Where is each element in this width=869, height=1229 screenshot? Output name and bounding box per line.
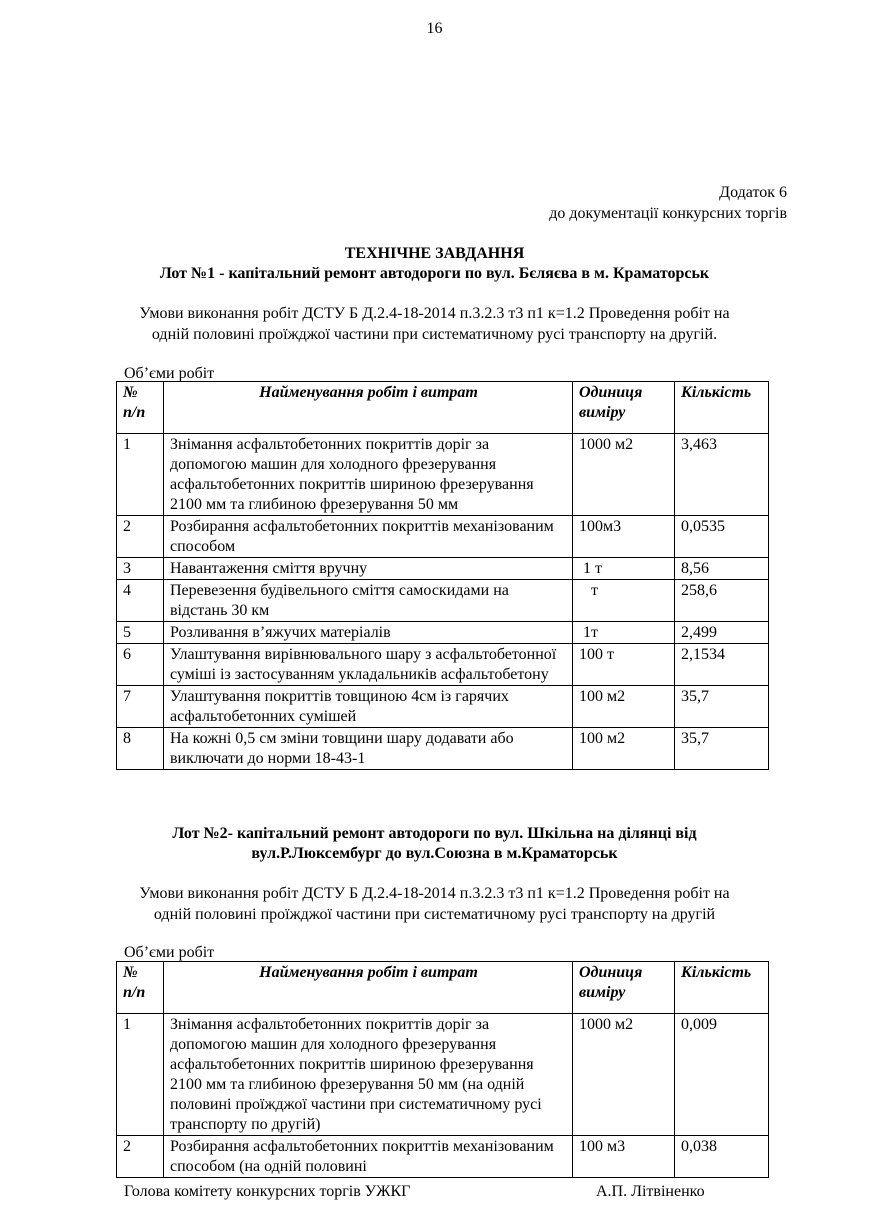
table-row	[117, 516, 769, 558]
row-unit: 100 м3	[573, 1136, 675, 1178]
row-name: Розбирання асфальтобетонних покриттів механізованим способом (на одній половині	[164, 1136, 573, 1178]
row-name: На кожні 0,5 см зміни товщини шару додавати або виключати до норми 18-43-1	[164, 728, 573, 770]
row-unit: 100м3	[573, 516, 675, 558]
table-header-row	[117, 382, 769, 434]
footer-signatory-name: А.П. Літвіненко	[596, 1183, 705, 1200]
row-num: 4	[117, 580, 164, 622]
document-title: ТЕХНІЧНЕ ЗАВДАННЯ	[344, 245, 525, 262]
page-number: 16	[426, 20, 443, 37]
row-qty: 0,009	[675, 1014, 769, 1136]
row-num: 2	[117, 1136, 164, 1178]
row-unit: 100 т	[573, 644, 675, 686]
row-num: 1	[117, 434, 164, 516]
header-qty: Кількість	[675, 382, 769, 434]
row-name: Улаштування покриттів товщиною 4см із гарячих асфальтобетонних сумішей	[164, 686, 573, 728]
table-row	[117, 686, 769, 728]
row-unit: 1 т	[573, 558, 675, 580]
row-name: Розбирання асфальтобетонних покриттів механізованим способом	[164, 516, 573, 558]
table-row	[117, 580, 769, 622]
row-num: 6	[117, 644, 164, 686]
table-row	[117, 622, 769, 644]
row-qty: 35,7	[675, 728, 769, 770]
lot2-works-table	[116, 961, 769, 1178]
lot1-works-table	[116, 381, 769, 770]
lot2-conditions	[0, 883, 869, 925]
header-num: № п/п	[117, 962, 164, 1014]
row-unit: 1т	[573, 622, 675, 644]
table-row	[117, 558, 769, 580]
lot1-conditions	[0, 303, 869, 345]
row-num: 2	[117, 516, 164, 558]
footer-signatory-title: Голова комітету конкурсних торгів УЖКГ	[124, 1183, 411, 1200]
lot2-conditions-line1: Умови виконання робіт ДСТУ Б Д.2.4-18-2014 п.3.2.3 т3 п1 к=1.2 Проведення робіт на	[139, 885, 730, 902]
row-qty: 258,6	[675, 580, 769, 622]
row-name: Улаштування вирівнювального шару з асфальтобетонної суміші із застосуванням укладальників асфальтобетону	[164, 644, 573, 686]
lot2-volumes-label: Об’єми робіт	[124, 944, 215, 961]
row-name: Знімання асфальтобетонних покриттів доріг за допомогою машин для холодного фрезерування асфальтобетонних покриттів шириною фрезерування 2100 мм та глибиною фрезерування 50 мм (на одній половині проїжджої частини при систематичному русі транспорту по другій)	[164, 1014, 573, 1136]
lot1-conditions-line2: одній половині проїжджої частини при систематичному русі транспорту на другій.	[151, 326, 718, 343]
row-unit: т	[573, 580, 675, 622]
addendum-note	[549, 182, 787, 224]
row-qty: 2,499	[675, 622, 769, 644]
table-header-row	[117, 962, 769, 1014]
header-name: Найменування робіт і витрат	[164, 962, 573, 1014]
row-unit: 1000 м2	[573, 1014, 675, 1136]
row-name: Розливання в’яжучих матеріалів	[164, 622, 573, 644]
lot2-heading-line2: вул.Р.Люксембург до вул.Союзна в м.Краматорськ	[251, 845, 618, 862]
header-num: № п/п	[117, 382, 164, 434]
table-row	[117, 644, 769, 686]
table-row	[117, 1136, 769, 1178]
row-num: 8	[117, 728, 164, 770]
row-num: 7	[117, 686, 164, 728]
header-name: Найменування робіт і витрат	[164, 382, 573, 434]
lot1-conditions-line1: Умови виконання робіт ДСТУ Б Д.2.4-18-2014 п.3.2.3 т3 п1 к=1.2 Проведення робіт на	[139, 305, 730, 322]
row-qty: 3,463	[675, 434, 769, 516]
row-unit: 1000 м2	[573, 434, 675, 516]
row-qty: 0,0535	[675, 516, 769, 558]
lot2-conditions-line2: одній половині проїжджої частини при систематичному русі транспорту на другій	[153, 906, 716, 923]
lot2-heading	[0, 824, 869, 864]
row-unit: 100 м2	[573, 728, 675, 770]
addendum-line1: Додаток 6	[719, 184, 787, 201]
row-num: 1	[117, 1014, 164, 1136]
header-unit: Одиниця виміру	[573, 382, 675, 434]
table-row	[117, 728, 769, 770]
row-name: Знімання асфальтобетонних покриттів доріг за допомогою машин для холодного фрезерування асфальтобетонних покриттів шириною фрезерування 2100 мм та глибиною фрезерування 50 мм	[164, 434, 573, 516]
row-qty: 2,1534	[675, 644, 769, 686]
lot2-heading-line1: Лот №2- капітальний ремонт автодороги по вул. Шкільна на ділянці від	[172, 825, 697, 842]
row-name: Навантаження сміття вручну	[164, 558, 573, 580]
header-unit: Одиниця виміру	[573, 962, 675, 1014]
table-row	[117, 1014, 769, 1136]
row-qty: 0,038	[675, 1136, 769, 1178]
table-row	[117, 434, 769, 516]
row-qty: 8,56	[675, 558, 769, 580]
lot1-heading: Лот №1 - капітальний ремонт автодороги по вул. Бєляєва в м. Краматорськ	[159, 265, 710, 282]
row-unit: 100 м2	[573, 686, 675, 728]
lot1-volumes-label: Об’єми робіт	[124, 365, 215, 382]
row-qty: 35,7	[675, 686, 769, 728]
row-num: 5	[117, 622, 164, 644]
header-qty: Кількість	[675, 962, 769, 1014]
addendum-line2: до документації конкурсних торгів	[549, 205, 787, 222]
row-num: 3	[117, 558, 164, 580]
row-name: Перевезення будівельного сміття самоскидами на відстань 30 км	[164, 580, 573, 622]
